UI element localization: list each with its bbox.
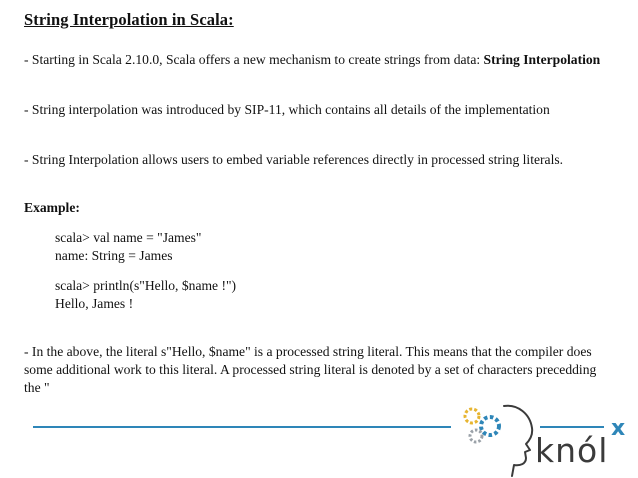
head-profile-icon — [504, 406, 532, 476]
gear-blue-icon — [481, 417, 499, 435]
code-line: name: String = James — [55, 248, 173, 263]
example-label: Example: — [24, 200, 80, 215]
paragraph-intro — [24, 51, 614, 69]
paragraph-sip: - String interpolation was introduced by SIP-11, which contains all details of the implementation — [24, 102, 550, 117]
code-line: scala> val name = "James" — [55, 230, 202, 245]
code-line: Hello, James ! — [55, 296, 134, 311]
paragraph-explanation: - In the above, the literal s"Hello, $name" is a processed string literal. This means that the compiler does some additional work to this literal. A processed string literal is denoted by a set of characters precedding the " — [24, 344, 597, 395]
paragraph-embed: - String Interpolation allows users to embed variable references directly in processed string literals. — [24, 152, 564, 167]
gear-gray-icon — [470, 430, 482, 442]
gear-yellow-icon — [465, 409, 479, 423]
code-line: scala> println(s"Hello, $name !") — [55, 278, 237, 293]
paragraph-intro-bold: String Interpolation — [483, 52, 601, 67]
logo-wordmark: knól — [535, 431, 609, 470]
logo-x-mark: x — [611, 416, 626, 441]
footer-divider-left — [33, 426, 451, 428]
paragraph-intro-text: - Starting in Scala 2.10.0, Scala offers a new mechanism to create strings from data: — [24, 52, 484, 67]
slide-title: String Interpolation in Scala: — [24, 10, 234, 29]
